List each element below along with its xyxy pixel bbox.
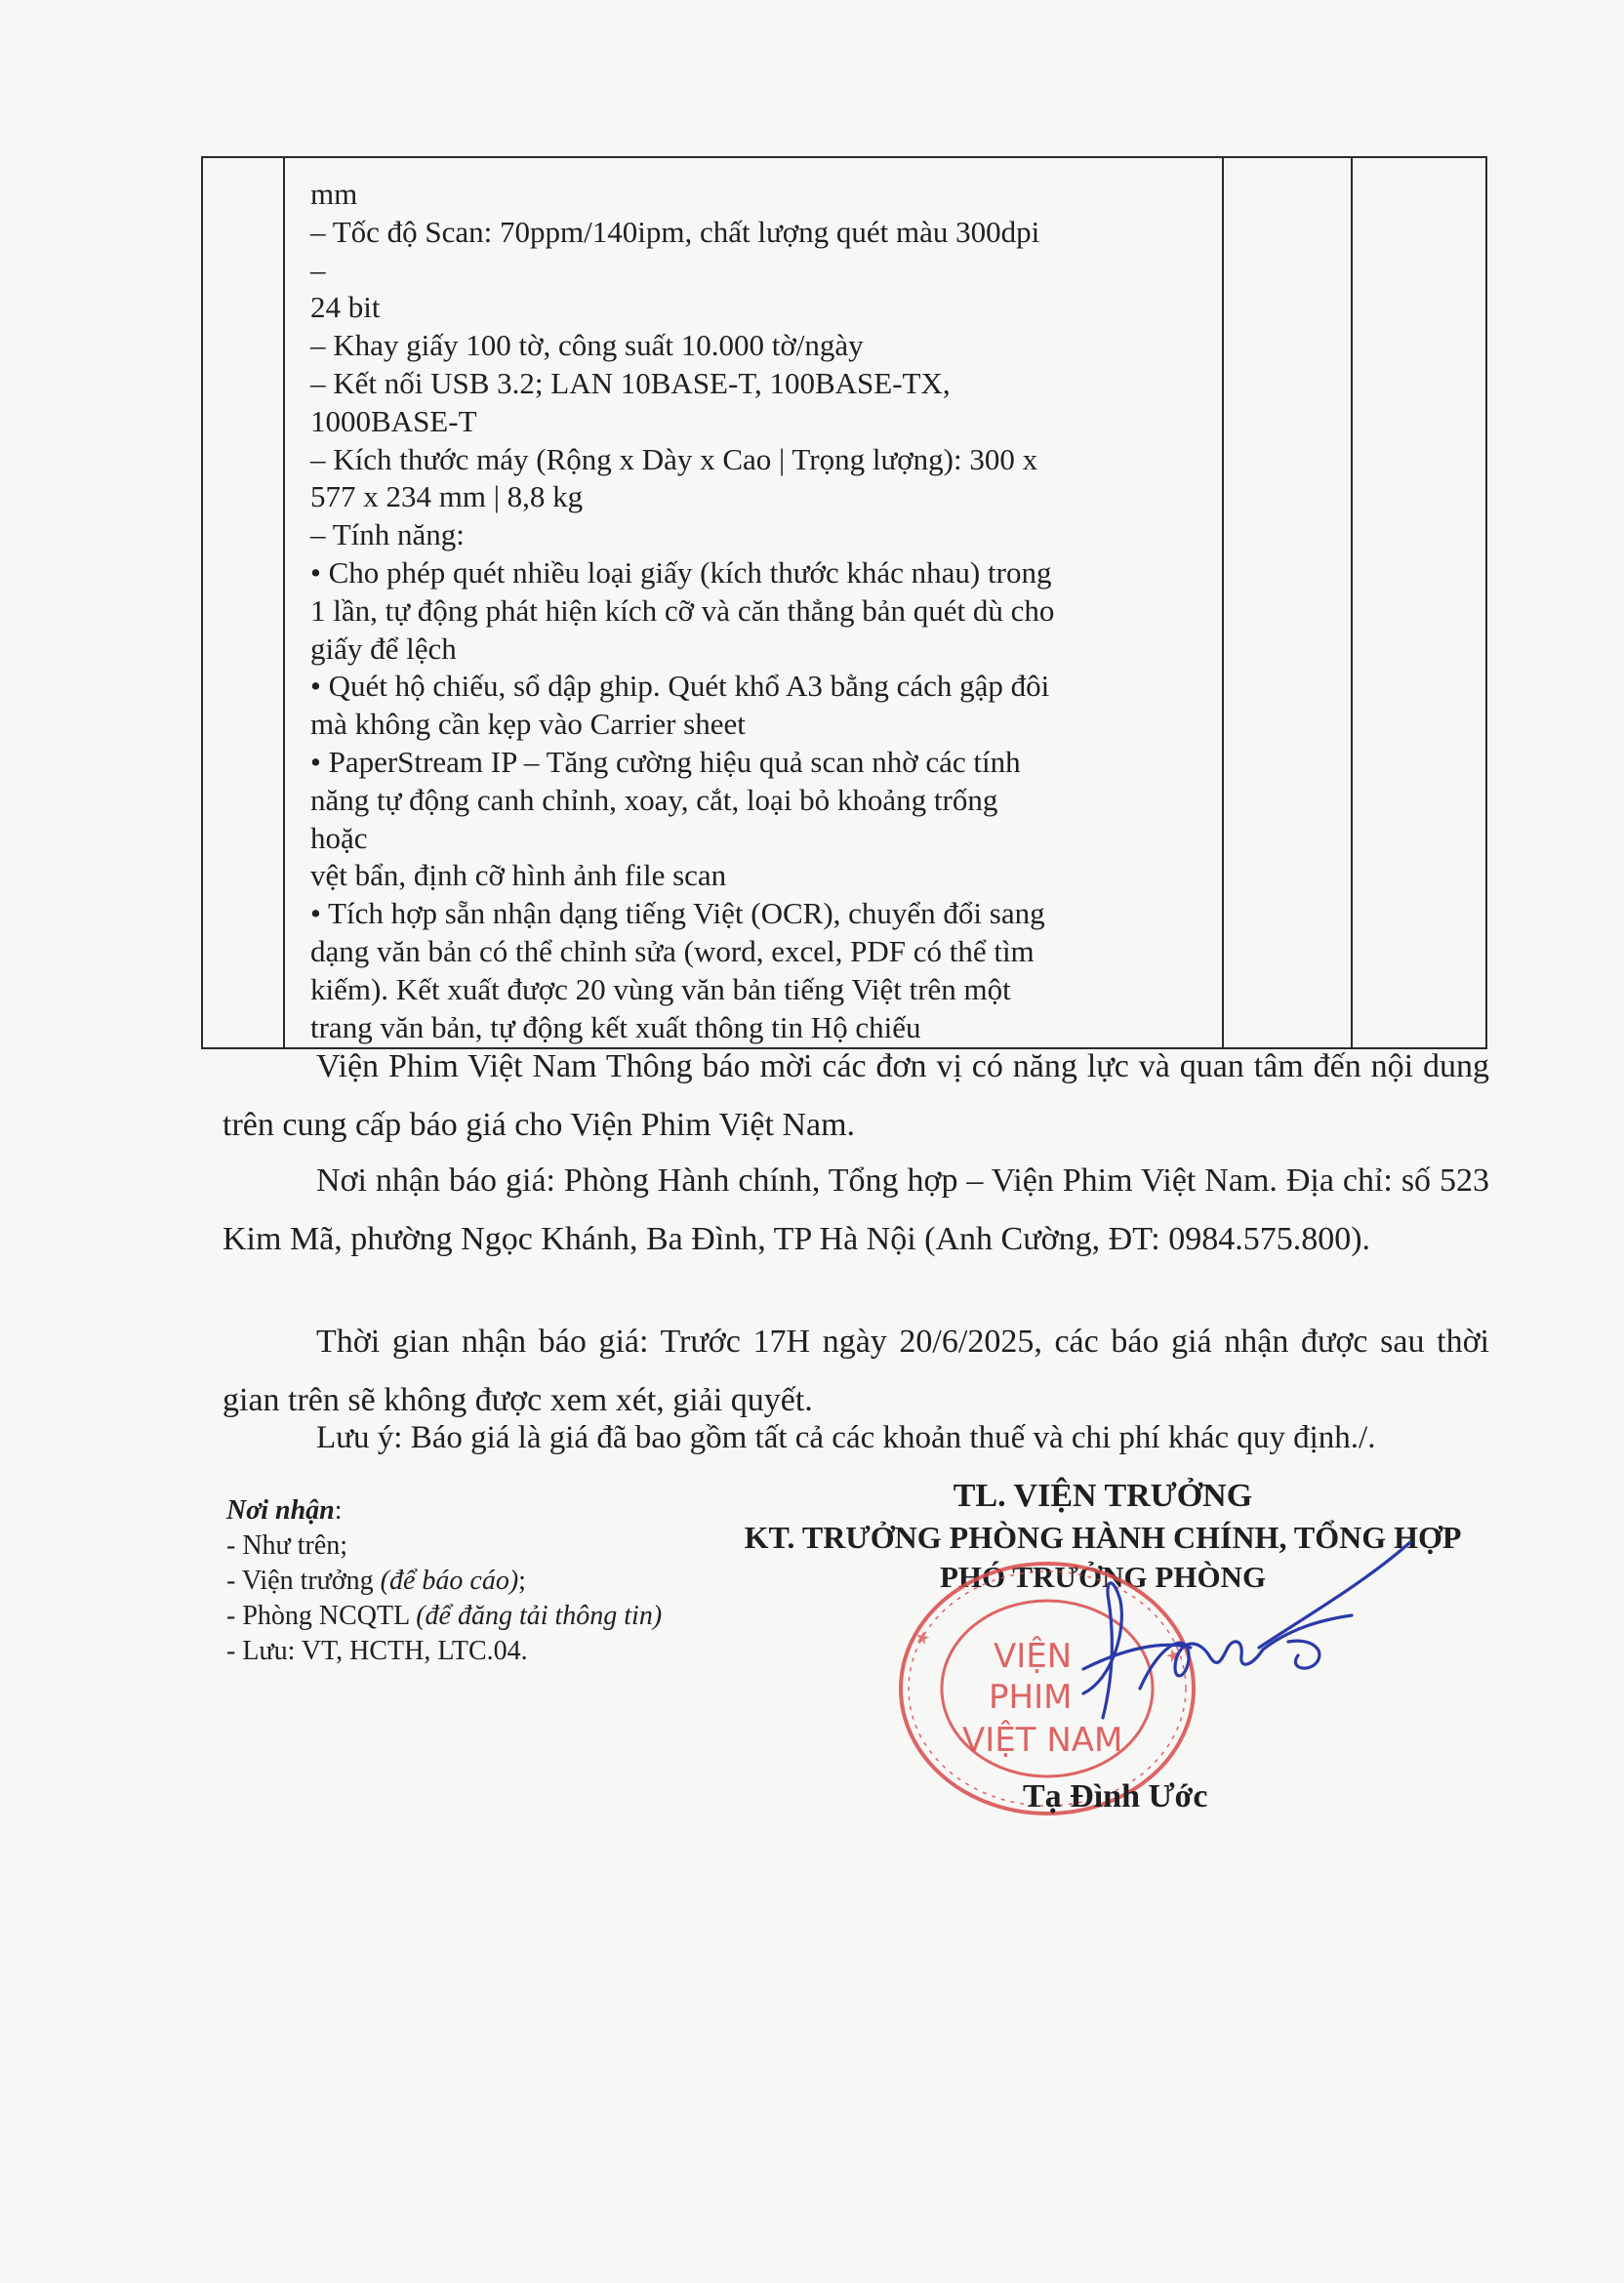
svg-text:★: ★ [910, 1626, 936, 1651]
spec-line: dạng văn bản có thể chỉnh sửa (word, excel, PDF có thể tìm [310, 933, 1035, 968]
spec-line: • Quét hộ chiếu, sổ dập ghip. Quét khổ A3 bằng cách gập đôi [310, 669, 1050, 704]
stamp-text: VIỆN [994, 1637, 1073, 1676]
spec-line: • Tích hợp sẵn nhận dạng tiếng Việt (OCR), chuyển đổi sang [310, 896, 1045, 931]
signature-title-line: PHÓ TRƯỞNG PHÒNG [939, 1560, 1267, 1594]
spec-line: mà không cần kẹp vào Carrier sheet [310, 707, 746, 742]
paragraph-recipient-address: Nơi nhận báo giá: Phòng Hành chính, Tổng hợp – Viện Phim Việt Nam. Địa chỉ: số 523 Kim Mã, phường Ngọc Khánh, Ba Đình, TP Hà Nội (Anh Cường, ĐT: 0984.575.800). [223, 1162, 1489, 1257]
spec-line: – Tính năng: [310, 517, 465, 552]
spec-line: • Cho phép quét nhiều loại giấy (kích thước khác nhau) trong [310, 554, 1052, 590]
signer-name: Tạ Đình Ước [1023, 1778, 1208, 1814]
handwritten-signature [966, 1523, 1415, 1747]
spec-line: – Khay giấy 100 tờ, công suất 10.000 tờ/ngày [310, 328, 864, 363]
spec-line: – Kích thước máy (Rộng x Dày x Cao | Trọng lượng): 300 x [310, 441, 1038, 476]
spec-line: giấy để lệch [310, 631, 457, 666]
spec-line: kiếm). Kết xuất được 20 vùng văn bản tiếng Việt trên một [310, 971, 1011, 1006]
spec-line: • PaperStream IP – Tăng cường hiệu quả scan nhờ các tính [310, 744, 1021, 779]
signature-title-line: KT. TRƯỞNG PHÒNG HÀNH CHÍNH, TỔNG HỢP [744, 1520, 1462, 1555]
recipient-item: - Như trên; [226, 1530, 348, 1561]
table-column-divider [1222, 158, 1224, 1047]
table-column-divider [283, 158, 285, 1047]
note-line: Lưu ý: Báo giá là giá đã bao gồm tất cả các khoản thuế và chi phí khác quy định./. [316, 1420, 1376, 1455]
signature-title-line: TL. VIỆN TRƯỞNG [953, 1478, 1253, 1514]
spec-line: 24 bit [310, 290, 381, 325]
spec-line: – Kết nối USB 3.2; LAN 10BASE-T, 100BASE-TX, [310, 365, 951, 400]
spec-line: mm [310, 177, 358, 211]
spec-line: – Tốc độ Scan: 70ppm/140ipm, chất lượng quét màu 300dpi [310, 214, 1040, 249]
recipients-heading: Nơi nhận: [226, 1495, 343, 1526]
recipient-item: - Phòng NCQTL (để đăng tải thông tin) [226, 1601, 663, 1631]
spec-line: 577 x 234 mm | 8,8 kg [310, 479, 584, 514]
spec-line: vệt bẩn, định cỡ hình ảnh file scan [310, 858, 727, 893]
spec-table [201, 156, 1487, 1049]
recipient-item: - Lưu: VT, HCTH, LTC.04. [226, 1636, 528, 1666]
table-column-divider [1351, 158, 1353, 1047]
recipient-item: - Viện trưởng (để báo cáo); [226, 1566, 526, 1596]
spec-line: trang văn bản, tự động kết xuất thông tin Hộ chiếu [310, 1009, 921, 1044]
svg-text:★: ★ [1159, 1643, 1187, 1669]
spec-line: – [310, 252, 326, 287]
paragraph-invitation: Viện Phim Việt Nam Thông báo mời các đơn vị có năng lực và quan tâm đến nội dung trên cung cấp báo giá cho Viện Phim Việt Nam. [223, 1048, 1489, 1143]
stamp-text: VIỆT NAM [962, 1721, 1123, 1760]
spec-description-cell [310, 176, 1130, 1046]
paragraph-deadline: Thời gian nhận báo giá: Trước 17H ngày 20/6/2025, các báo giá nhận được sau thời gian trên sẽ không được xem xét, giải quyết. [223, 1324, 1489, 1418]
spec-line: hoặc [310, 820, 368, 855]
spec-line: năng tự động canh chỉnh, xoay, cắt, loại bỏ khoảng trống [310, 782, 998, 817]
spec-line: 1000BASE-T [310, 403, 477, 438]
stamp-text: PHIM [989, 1678, 1073, 1717]
recipients-block [226, 1493, 773, 1669]
spec-line: 1 lần, tự động phát hiện kích cỡ và căn thẳng bản quét dù cho [310, 592, 1055, 628]
